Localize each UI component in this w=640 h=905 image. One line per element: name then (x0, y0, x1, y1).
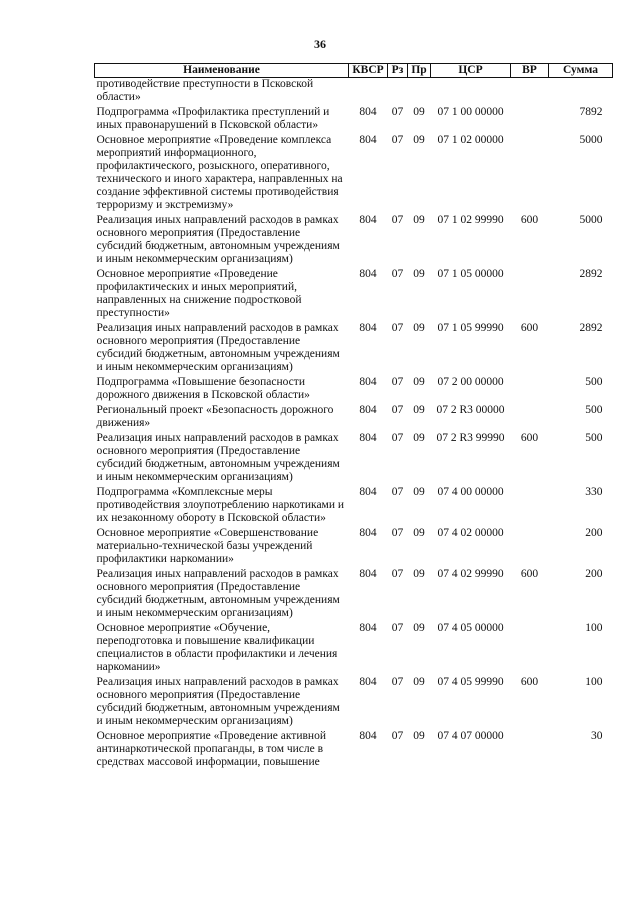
row-sum-cell: 200 (585, 527, 603, 539)
row-pr-cell: 09 (413, 106, 425, 118)
row-name-cell: Реализация иных направлений расходов в рамках основного мероприятия (Предоставление субсидий бюджетным, автономным учреждениям и иным некоммерческим организациям) (96, 432, 340, 483)
table-row (95, 134, 613, 214)
row-kvsr-cell: 804 (359, 214, 377, 226)
row-csr-cell: 07 4 02 99990 (437, 568, 504, 580)
header-rz: Рз (388, 64, 408, 78)
row-name-cell: Реализация иных направлений расходов в рамках основного мероприятия (Предоставление субсидий бюджетным, автономным учреждениям и иным некоммерческим организациям) (96, 568, 340, 619)
row-kvsr-cell: 804 (359, 134, 377, 146)
row-pr-cell: 09 (413, 268, 425, 280)
row-csr-cell: 07 2 R3 99990 (436, 432, 505, 444)
table-header-row (95, 64, 613, 78)
row-kvsr-cell: 804 (359, 268, 377, 280)
row-kvsr-cell: 804 (359, 322, 377, 334)
table-row (95, 527, 613, 568)
row-vr-cell: 600 (520, 214, 539, 226)
row-kvsr-cell: 804 (359, 404, 377, 416)
table-row (95, 568, 613, 622)
row-vr-cell (511, 134, 549, 214)
row-sum-cell: 5000 (579, 214, 603, 226)
table-row (95, 214, 613, 268)
page-number: 36 (314, 37, 326, 51)
budget-table (94, 63, 613, 771)
row-sum-cell (549, 78, 613, 107)
row-vr-cell (511, 527, 549, 568)
table-row (95, 404, 613, 432)
row-pr-cell: 09 (413, 676, 425, 688)
row-vr-cell (511, 376, 549, 404)
header-name: Наименование (95, 64, 349, 78)
row-kvsr-cell: 804 (359, 568, 377, 580)
header-pr: Пр (408, 64, 431, 78)
table-row (95, 78, 613, 107)
table-row (95, 730, 613, 771)
row-pr-cell: 09 (413, 568, 425, 580)
row-name-cell: Реализация иных направлений расходов в рамках основного мероприятия (Предоставление субсидий бюджетным, автономным учреждениям и иным некоммерческим организациям) (96, 322, 340, 373)
row-csr-cell: 07 1 02 00000 (437, 134, 504, 146)
row-name-cell: Региональный проект «Безопасность дорожного движения» (96, 404, 334, 429)
row-kvsr-cell: 804 (359, 432, 377, 444)
table-row (95, 622, 613, 676)
row-pr-cell: 09 (413, 486, 425, 498)
row-name-cell: Подпрограмма «Комплексные меры противодействия злоупотреблению наркотиками и их незаконному обороту в Псковской области» (96, 486, 345, 524)
row-csr-cell: 07 2 R3 00000 (436, 404, 505, 416)
row-rz-cell: 07 (391, 486, 404, 498)
row-pr-cell: 09 (413, 622, 425, 634)
row-sum-cell: 7892 (579, 106, 603, 118)
row-vr-cell: 600 (520, 322, 539, 334)
row-kvsr-cell: 804 (359, 622, 377, 634)
row-rz-cell: 07 (391, 376, 404, 388)
row-sum-cell: 500 (585, 404, 603, 416)
row-vr-cell: 600 (520, 432, 539, 444)
row-rz-cell: 07 (391, 676, 404, 688)
table-body (95, 78, 613, 772)
header-sum: Сумма (549, 64, 613, 78)
row-name-cell: Реализация иных направлений расходов в рамках основного мероприятия (Предоставление субсидий бюджетным, автономным учреждениям и иным некоммерческим организациям) (96, 214, 340, 265)
row-vr-cell (511, 78, 549, 107)
row-pr-cell: 09 (413, 214, 425, 226)
row-pr-cell: 09 (413, 134, 425, 146)
row-sum-cell: 30 (591, 730, 603, 742)
row-csr-cell: 07 2 00 00000 (437, 376, 504, 388)
row-vr-cell (511, 730, 549, 771)
row-pr-cell: 09 (413, 432, 425, 444)
row-sum-cell: 200 (585, 568, 603, 580)
row-kvsr-cell: 804 (359, 527, 377, 539)
row-csr-cell: 07 4 07 00000 (437, 730, 504, 742)
row-rz-cell: 07 (391, 134, 404, 146)
row-sum-cell: 100 (585, 676, 603, 688)
row-kvsr-cell: 804 (359, 486, 377, 498)
table-row (95, 376, 613, 404)
table-row (95, 268, 613, 322)
row-vr-cell (511, 106, 549, 134)
row-name-cell: Основное мероприятие «Проведение комплекса мероприятий информационного, профилактического, розыскного, оперативного, технического и иного характера, направленных на создание эффективной системы противодействия терроризму и экстремизму» (96, 134, 343, 211)
table-row (95, 486, 613, 527)
row-kvsr-cell (349, 78, 388, 107)
row-name-cell: Подпрограмма «Профилактика преступлений и иных правонарушений в Псковской области» (96, 106, 330, 131)
row-vr-cell: 600 (520, 568, 539, 580)
row-pr-cell: 09 (413, 404, 425, 416)
table-row (95, 106, 613, 134)
row-csr-cell: 07 1 05 00000 (437, 268, 504, 280)
row-rz-cell: 07 (391, 622, 404, 634)
row-rz-cell: 07 (391, 214, 404, 226)
table-row (95, 322, 613, 376)
row-pr-cell (408, 78, 431, 107)
row-name-cell: Подпрограмма «Повышение безопасности дорожного движения в Псковской области» (96, 376, 310, 401)
row-csr-cell (431, 78, 511, 107)
row-csr-cell: 07 4 05 00000 (437, 622, 504, 634)
row-sum-cell: 100 (585, 622, 603, 634)
row-pr-cell: 09 (413, 322, 425, 334)
row-rz-cell: 07 (391, 568, 404, 580)
row-name-cell: противодействие преступности в Псковской области» (96, 78, 314, 103)
row-rz-cell: 07 (391, 106, 404, 118)
row-sum-cell: 500 (585, 376, 603, 388)
row-pr-cell: 09 (413, 730, 425, 742)
row-kvsr-cell: 804 (359, 376, 377, 388)
row-rz-cell: 07 (391, 404, 404, 416)
header-vr: ВР (511, 64, 549, 78)
row-csr-cell: 07 4 05 99990 (437, 676, 504, 688)
row-vr-cell: 600 (520, 676, 539, 688)
row-kvsr-cell: 804 (359, 676, 377, 688)
row-vr-cell (511, 486, 549, 527)
row-vr-cell (511, 404, 549, 432)
row-sum-cell: 330 (585, 486, 603, 498)
row-name-cell: Основное мероприятие «Совершенствование материально-технической базы учреждений профилактики наркомании» (96, 527, 319, 565)
row-rz-cell: 07 (391, 730, 404, 742)
row-sum-cell: 5000 (579, 134, 603, 146)
row-csr-cell: 07 1 05 99990 (437, 322, 504, 334)
header-kvsr: КВСР (349, 64, 388, 78)
row-rz-cell: 07 (391, 432, 404, 444)
row-rz-cell: 07 (391, 268, 404, 280)
row-name-cell: Основное мероприятие «Проведение профилактических и иных мероприятий, направленных на снижение подростковой преступности» (96, 268, 302, 319)
row-sum-cell: 2892 (579, 322, 603, 334)
row-csr-cell: 07 4 00 00000 (437, 486, 504, 498)
row-pr-cell: 09 (413, 527, 425, 539)
row-csr-cell: 07 1 02 99990 (437, 214, 504, 226)
header-csr: ЦСР (431, 64, 511, 78)
row-rz-cell: 07 (391, 527, 404, 539)
row-csr-cell: 07 4 02 00000 (437, 527, 504, 539)
row-name-cell: Основное мероприятие «Проведение активной антинаркотической пропаганды, в том числе в средствах массовой информации, повышение (96, 730, 326, 768)
row-name-cell: Реализация иных направлений расходов в рамках основного мероприятия (Предоставление субсидий бюджетным, автономным учреждениям и иным некоммерческим организациям) (96, 676, 340, 727)
row-vr-cell (511, 268, 549, 322)
row-rz-cell: 07 (391, 322, 404, 334)
table-row (95, 676, 613, 730)
row-rz-cell (388, 78, 408, 107)
row-vr-cell (511, 622, 549, 676)
table-row (95, 432, 613, 486)
row-csr-cell: 07 1 00 00000 (437, 106, 504, 118)
row-pr-cell: 09 (413, 376, 425, 388)
row-kvsr-cell: 804 (359, 106, 377, 118)
row-sum-cell: 2892 (579, 268, 603, 280)
row-kvsr-cell: 804 (359, 730, 377, 742)
row-sum-cell: 500 (585, 432, 603, 444)
row-name-cell: Основное мероприятие «Обучение, переподготовка и повышение квалификации специалистов в области профилактики и лечения наркомании» (96, 622, 338, 673)
